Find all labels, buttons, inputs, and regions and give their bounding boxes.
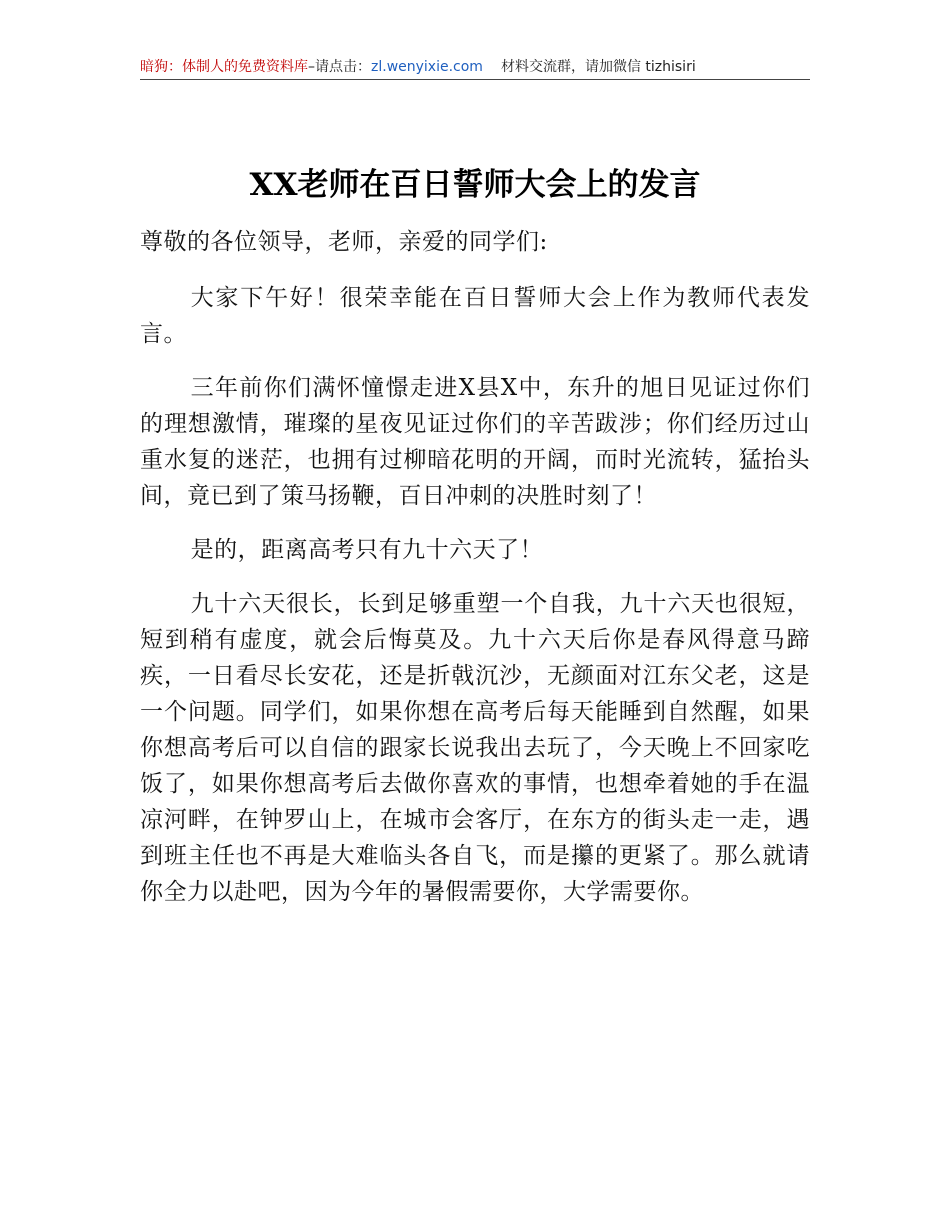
salutation: 尊敬的各位领导，老师，亲爱的同学们:	[140, 229, 548, 255]
paragraph-countdown: 是的，距离高考只有九十六天了！	[190, 537, 544, 563]
document-title: XX老师在百日誓师大会上的发言	[249, 166, 701, 203]
header-wechat-note: 材料交流群，请加微信 tizhisiri	[500, 59, 696, 75]
paragraph-greeting: 大家下午好！很荣幸能在百日誓师大会上作为教师代表发言。	[140, 285, 810, 347]
page-header	[140, 56, 810, 80]
header-website-link[interactable]: zl.wenyixie.com	[371, 59, 483, 75]
paragraph-memories: 三年前你们满怀憧憬走进X县X中，东升的旭日见证过你们的理想激情，璀璨的星夜见证过你们的辛苦跋涉；你们经历过山重水复的迷茫，也拥有过柳暗花明的开阔，而时光流转，猛抬头间，竟已到了策马扬鞭，百日冲刺的决胜时刻了！	[140, 375, 810, 509]
header-source-label: 暗狗：体制人的免费资料库	[140, 59, 308, 75]
document-body	[140, 224, 810, 928]
header-click-prompt: –请点击：	[308, 59, 371, 75]
header-divider	[140, 79, 810, 80]
paragraph-encouragement: 九十六天很长，长到足够重塑一个自我，九十六天也很短，短到稍有虚度，就会后悔莫及。九十六天后你是春风得意马蹄疾，一日看尽长安花，还是折戟沉沙，无颜面对江东父老，这是一个问题。同学们，如果你想在高考后每天能睡到自然醒，如果你想高考后可以自信的跟家长说我出去玩了，今天晚上不回家吃饭了，如果你想高考后去做你喜欢的事情，也想牵着她的手在温凉河畔，在钟罗山上，在城市会客厅，在东方的街头走一走，遇到班主任也不再是大难临头各自飞，而是攥的更紧了。那么就请你全力以赴吧，因为今年的暑假需要你，大学需要你。	[140, 591, 810, 905]
